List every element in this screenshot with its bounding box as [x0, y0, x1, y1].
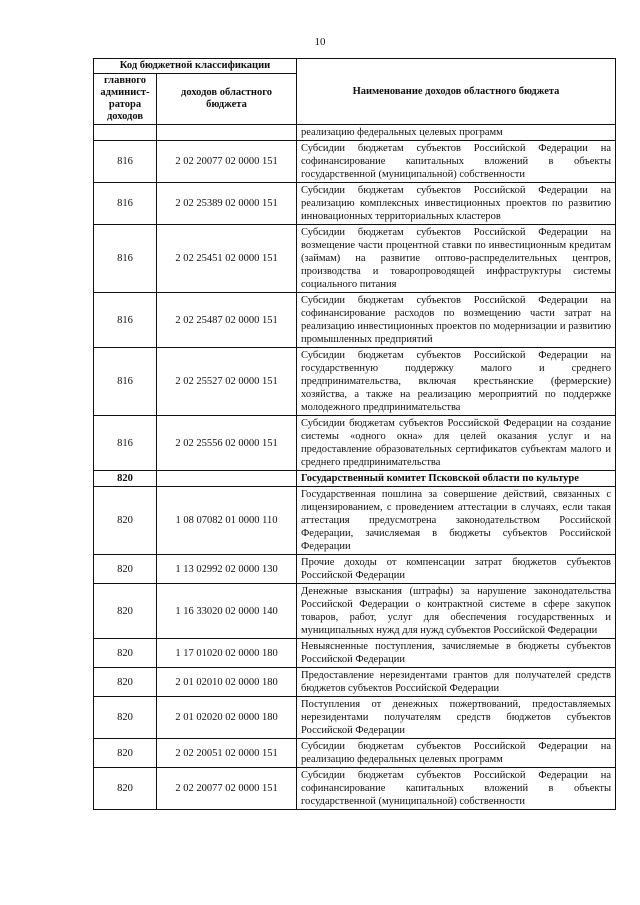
revenue-name-cell: Субсидии бюджетам субъектов Российской Федерации на государственную поддержку малого и среднего предпринимательства, включая крестьянские (фермерские) хозяйства, а также на реализацию мероприятий по поддержке молодежного предпринимательства	[297, 348, 616, 416]
revenue-code-cell: 2 02 25389 02 0000 151	[157, 183, 297, 225]
revenue-name-cell: Субсидии бюджетам субъектов Российской Федерации на реализацию федеральных целевых программ	[297, 739, 616, 768]
table-row	[94, 141, 616, 183]
revenue-code-cell: 2 02 25487 02 0000 151	[157, 293, 297, 348]
revenue-code-cell: 2 02 25527 02 0000 151	[157, 348, 297, 416]
table-row	[94, 183, 616, 225]
table-row	[94, 768, 616, 810]
admin-code-cell: 816	[94, 225, 157, 293]
revenue-name-cell: Субсидии бюджетам субъектов Российской Федерации на создание системы «одного окна» для целей оказания услуг и на предоставление образовательных сертификатов субъектам малого и среднего предпринимательства	[297, 416, 616, 471]
revenue-code-cell: 2 01 02020 02 0000 180	[157, 697, 297, 739]
revenue-code-cell: 2 02 20051 02 0000 151	[157, 739, 297, 768]
table-row	[94, 125, 616, 141]
admin-code-cell: 820	[94, 639, 157, 668]
admin-code-cell: 820	[94, 584, 157, 639]
admin-code-cell: 820	[94, 555, 157, 584]
revenue-code-cell: 1 16 33020 02 0000 140	[157, 584, 297, 639]
revenue-name-cell: Субсидии бюджетам субъектов Российской Федерации на возмещение части процентной ставки по инвестиционным кредитам (займам) на развитие оптово-распределительных центров, производства и товаропроводящей инфраструктуры системы социального питания	[297, 225, 616, 293]
revenue-name-cell: Субсидии бюджетам субъектов Российской Федерации на реализацию комплексных инвестиционных проектов по развитию инновационных территориальных кластеров	[297, 183, 616, 225]
header-row-top	[94, 59, 616, 74]
revenue-code-cell: 2 02 25556 02 0000 151	[157, 416, 297, 471]
revenue-name-cell: Денежные взыскания (штрафы) за нарушение законодательства Российской Федерации о контрактной системе в сфере закупок товаров, работ, услуг для обеспечения государственных и муниципальных нужд для нужд субъектов Российской Федерации	[297, 584, 616, 639]
table-row	[94, 555, 616, 584]
table-row	[94, 697, 616, 739]
revenue-code-cell: 1 17 01020 02 0000 180	[157, 639, 297, 668]
revenue-code-cell: 1 08 07082 01 0000 110	[157, 487, 297, 555]
table-row	[94, 584, 616, 639]
revenue-name-cell: реализацию федеральных целевых программ	[297, 125, 616, 141]
admin-code-cell: 816	[94, 348, 157, 416]
revenue-name-cell: Субсидии бюджетам субъектов Российской Федерации на софинансирование расходов по возмещению части затрат на реализацию инвестиционных проектов по модернизации и развитию промышленных предприятий	[297, 293, 616, 348]
page-number: 10	[314, 36, 326, 48]
revenue-code-cell: 2 02 20077 02 0000 151	[157, 141, 297, 183]
table-row	[94, 348, 616, 416]
revenue-name-cell: Поступления от денежных пожертвований, предоставляемых нерезидентами получателям средств бюджетов субъектов Российской Федерации	[297, 697, 616, 739]
revenue-code-cell: 2 02 20077 02 0000 151	[157, 768, 297, 810]
table-row	[94, 668, 616, 697]
table-row	[94, 416, 616, 471]
table-body	[94, 125, 616, 810]
header-code-column: доходов областного бюджета	[157, 74, 297, 125]
table-row	[94, 739, 616, 768]
table-row	[94, 639, 616, 668]
admin-code-cell: 816	[94, 141, 157, 183]
admin-code-cell: 820	[94, 739, 157, 768]
admin-code-cell: 820	[94, 487, 157, 555]
table-row	[94, 487, 616, 555]
admin-code-cell: 816	[94, 183, 157, 225]
revenue-name-cell: Субсидии бюджетам субъектов Российской Федерации на софинансирование капитальных вложений в объекты государственной (муниципальной) собственности	[297, 141, 616, 183]
revenue-name-cell: Субсидии бюджетам субъектов Российской Федерации на софинансирование капитальных вложений в объекты государственной (муниципальной) собственности	[297, 768, 616, 810]
admin-code-cell	[94, 125, 157, 141]
revenue-code-cell: 2 01 02010 02 0000 180	[157, 668, 297, 697]
table-row	[94, 225, 616, 293]
revenue-code-cell	[157, 471, 297, 487]
admin-code-cell: 816	[94, 416, 157, 471]
revenue-name-cell: Прочие доходы от компенсации затрат бюджетов субъектов Российской Федерации	[297, 555, 616, 584]
header-name-column: Наименование доходов областного бюджета	[297, 59, 616, 125]
revenue-name-cell: Государственная пошлина за совершение действий, связанных с лицензированием, с проведением аттестации в случаях, если такая аттестация предусмотрена законодательством Российской Федерации, зачисляемая в бюджеты субъектов Российской Федерации	[297, 487, 616, 555]
admin-code-cell: 820	[94, 697, 157, 739]
revenue-name-cell: Государственный комитет Псковской области по культуре	[297, 471, 616, 487]
header-admin-column: главного админист-ратора доходов	[94, 74, 157, 125]
revenue-code-cell: 2 02 25451 02 0000 151	[157, 225, 297, 293]
revenue-name-cell: Предоставление нерезидентами грантов для получателей средств бюджетов субъектов Российской Федерации	[297, 668, 616, 697]
revenue-name-cell: Невыясненные поступления, зачисляемые в бюджеты субъектов Российской Федерации	[297, 639, 616, 668]
table-row-organization	[94, 471, 616, 487]
admin-code-cell: 816	[94, 293, 157, 348]
header-group-title: Код бюджетной классификации	[94, 59, 297, 74]
table-row	[94, 293, 616, 348]
budget-classification-table	[93, 58, 616, 810]
revenue-code-cell: 1 13 02992 02 0000 130	[157, 555, 297, 584]
admin-code-cell: 820	[94, 668, 157, 697]
admin-code-cell: 820	[94, 768, 157, 810]
admin-code-cell: 820	[94, 471, 157, 487]
revenue-code-cell	[157, 125, 297, 141]
